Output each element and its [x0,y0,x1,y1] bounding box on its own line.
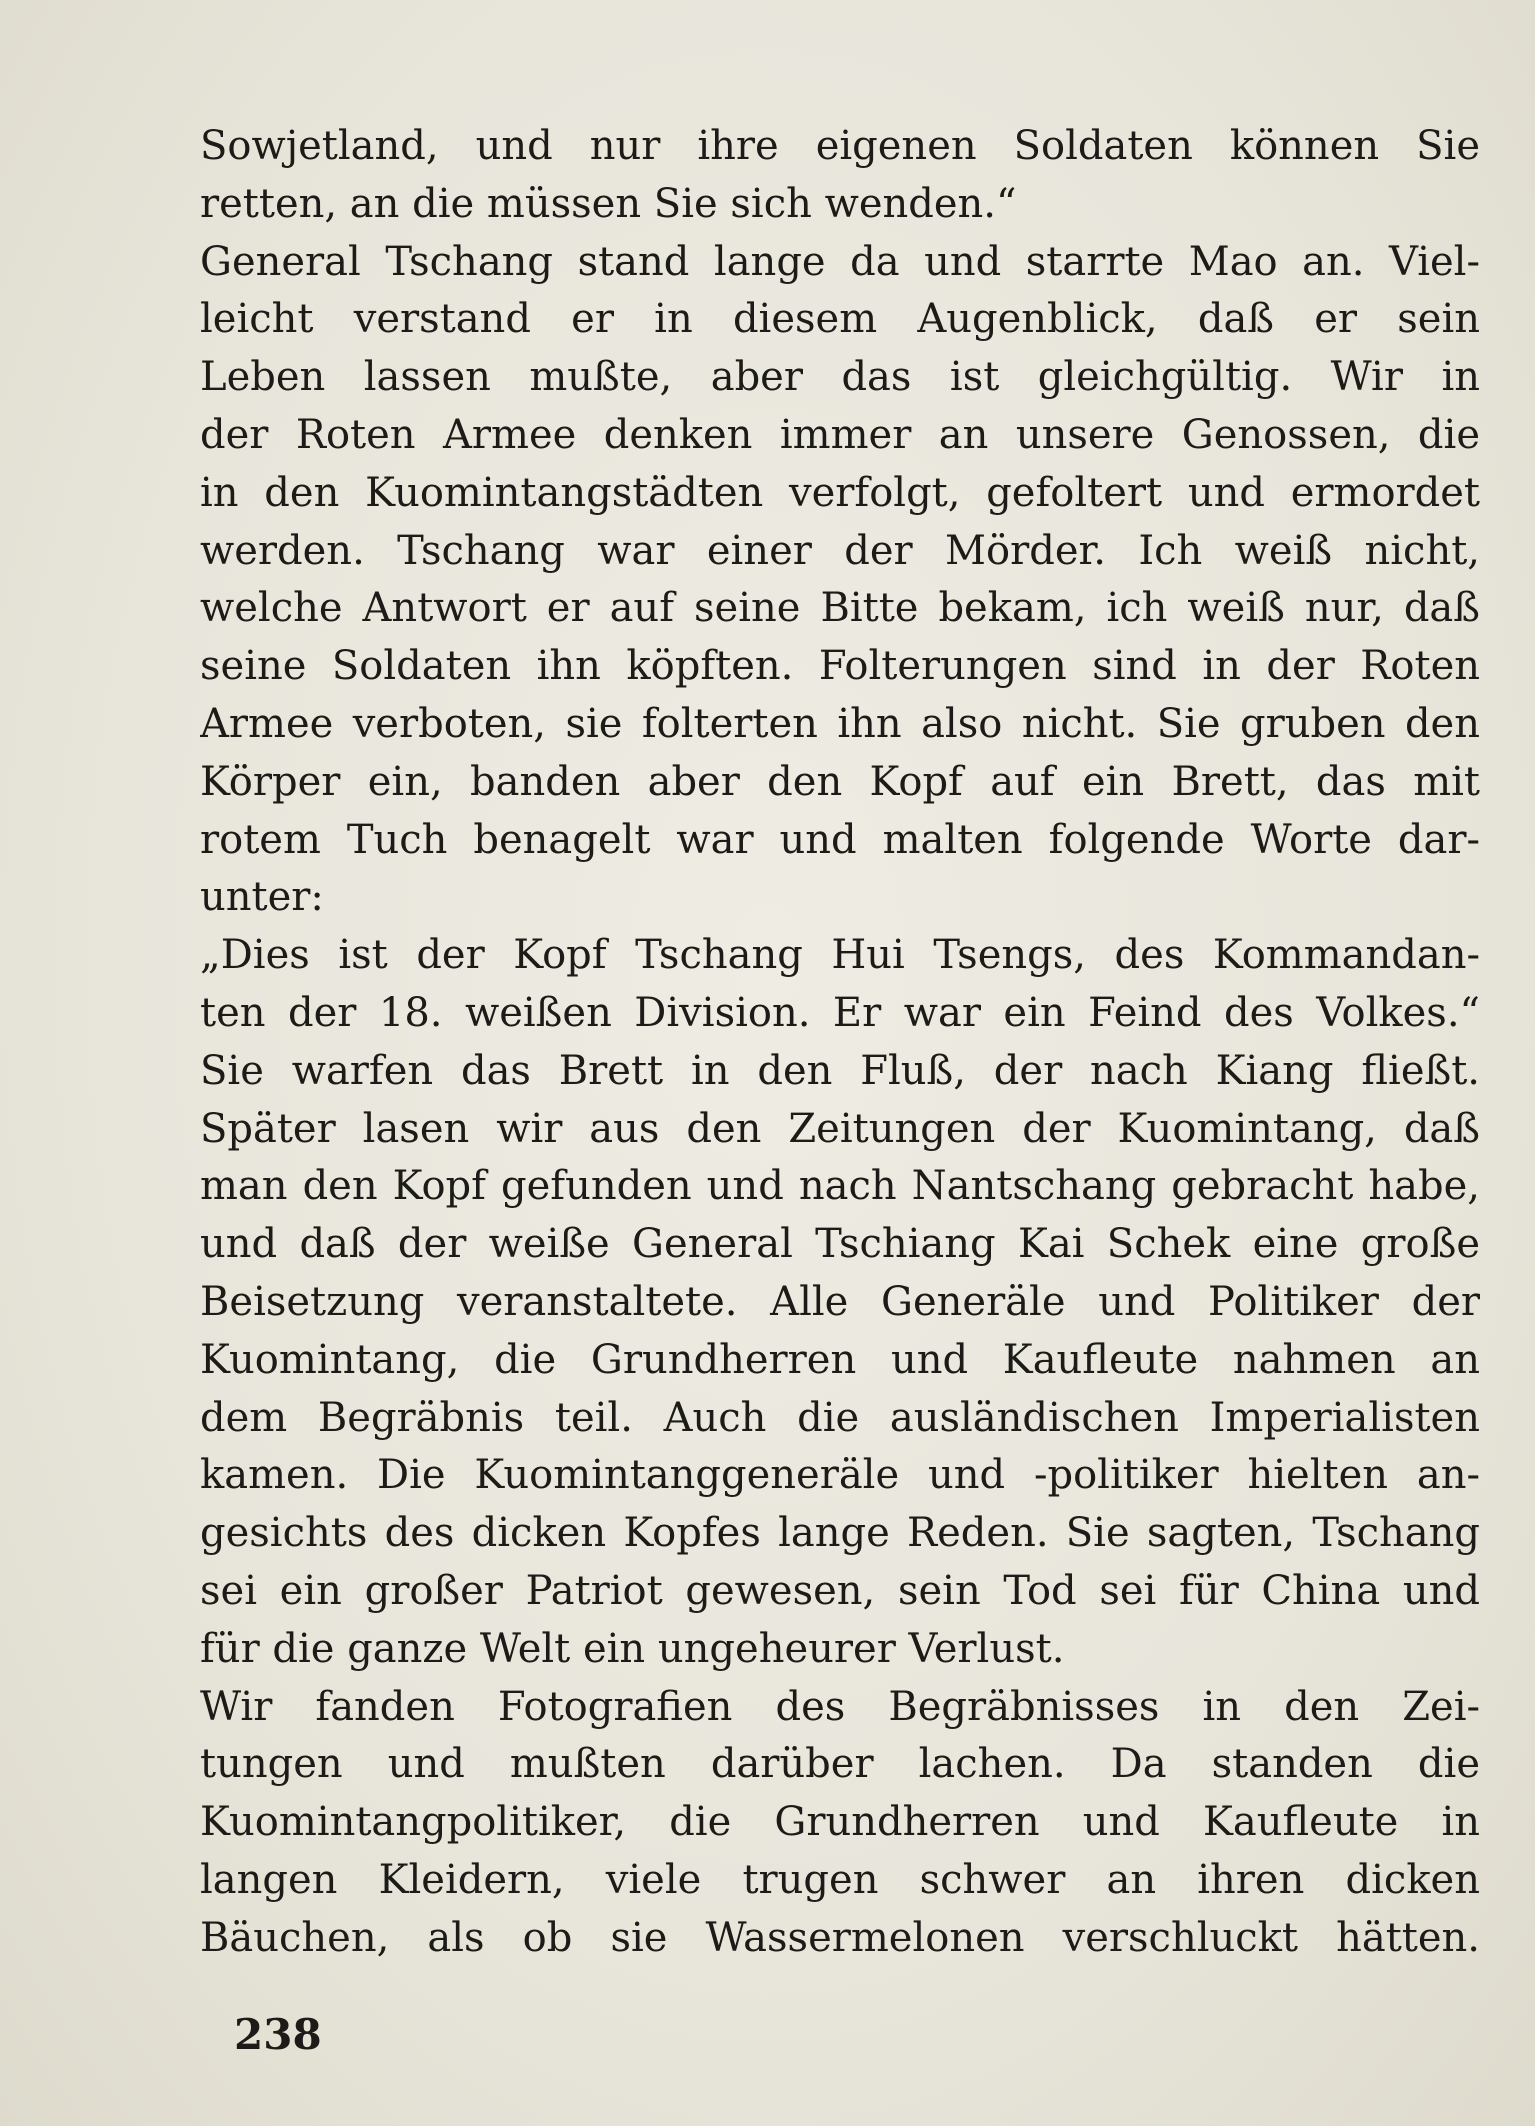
text-line: dem Begräbnis teil. Auch die ausländischen Imperialisten [200,1394,1480,1441]
body-text [200,118,1480,1968]
text-line: General Tschang stand lange da und starrte Mao an. Viel- [200,238,1480,285]
text-line: Körper ein, banden aber den Kopf auf ein Brett, das mit [200,758,1480,805]
text-line: Bäuchen, als ob sie Wassermelonen verschluckt hätten. [200,1914,1480,1961]
text-line: welche Antwort er auf seine Bitte bekam, ich weiß nur, daß [200,585,1480,632]
text-line: sei ein großer Patriot gewesen, sein Tod sei für China und [200,1567,1480,1614]
text-line: rotem Tuch benagelt war und malten folgende Worte dar- [200,816,1480,863]
text-line: tungen und mußten darüber lachen. Da standen die [200,1741,1480,1788]
text-line: ten der 18. weißen Division. Er war ein Feind des Volkes.“ [200,989,1480,1036]
text-line: Leben lassen mußte, aber das ist gleichgültig. Wir in [200,354,1480,401]
text-line: Wir fanden Fotografien des Begräbnisses in den Zei- [200,1683,1480,1730]
text-line: langen Kleidern, viele trugen schwer an ihren dicken [200,1856,1480,1903]
text-line: Beisetzung veranstaltete. Alle Generäle und Politiker der [200,1278,1480,1325]
text-line: seine Soldaten ihn köpften. Folterungen sind in der Roten [200,643,1480,690]
text-line: in den Kuomintangstädten verfolgt, gefoltert und ermordet [200,469,1480,516]
text-line: „Dies ist der Kopf Tschang Hui Tsengs, des Kommandan- [200,932,1480,979]
text-line: Kuomintang, die Grundherren und Kaufleute nahmen an [200,1336,1480,1383]
text-line: leicht verstand er in diesem Augenblick, daß er sein [200,296,1480,343]
text-line: werden. Tschang war einer der Mörder. Ich weiß nicht, [200,527,1480,574]
text-line: unter: [200,874,324,921]
text-line: retten, an die müssen Sie sich wenden.“ [200,180,1017,227]
text-line: kamen. Die Kuomintanggeneräle und -politiker hielten an- [200,1452,1480,1499]
text-line: für die ganze Welt ein ungeheurer Verlust. [200,1625,1065,1672]
text-line: man den Kopf gefunden und nach Nantschang gebracht habe, [200,1163,1480,1210]
text-line: Sowjetland, und nur ihre eigenen Soldaten können Sie [200,123,1480,169]
page-number: 238 [234,2010,322,2059]
text-line: Armee verboten, sie folterten ihn also nicht. Sie gruben den [200,700,1480,747]
text-line: Sie warfen das Brett in den Fluß, der nach Kiang fließt. [200,1047,1480,1094]
text-line: Später lasen wir aus den Zeitungen der Kuomintang, daß [200,1105,1480,1152]
text-line: gesichts des dicken Kopfes lange Reden. Sie sagten, Tschang [200,1510,1480,1557]
text-line: und daß der weiße General Tschiang Kai Schek eine große [200,1221,1480,1268]
text-line: Kuomintangpolitiker, die Grundherren und Kaufleute in [200,1799,1480,1846]
text-line: der Roten Armee denken immer an unsere Genossen, die [200,411,1480,458]
